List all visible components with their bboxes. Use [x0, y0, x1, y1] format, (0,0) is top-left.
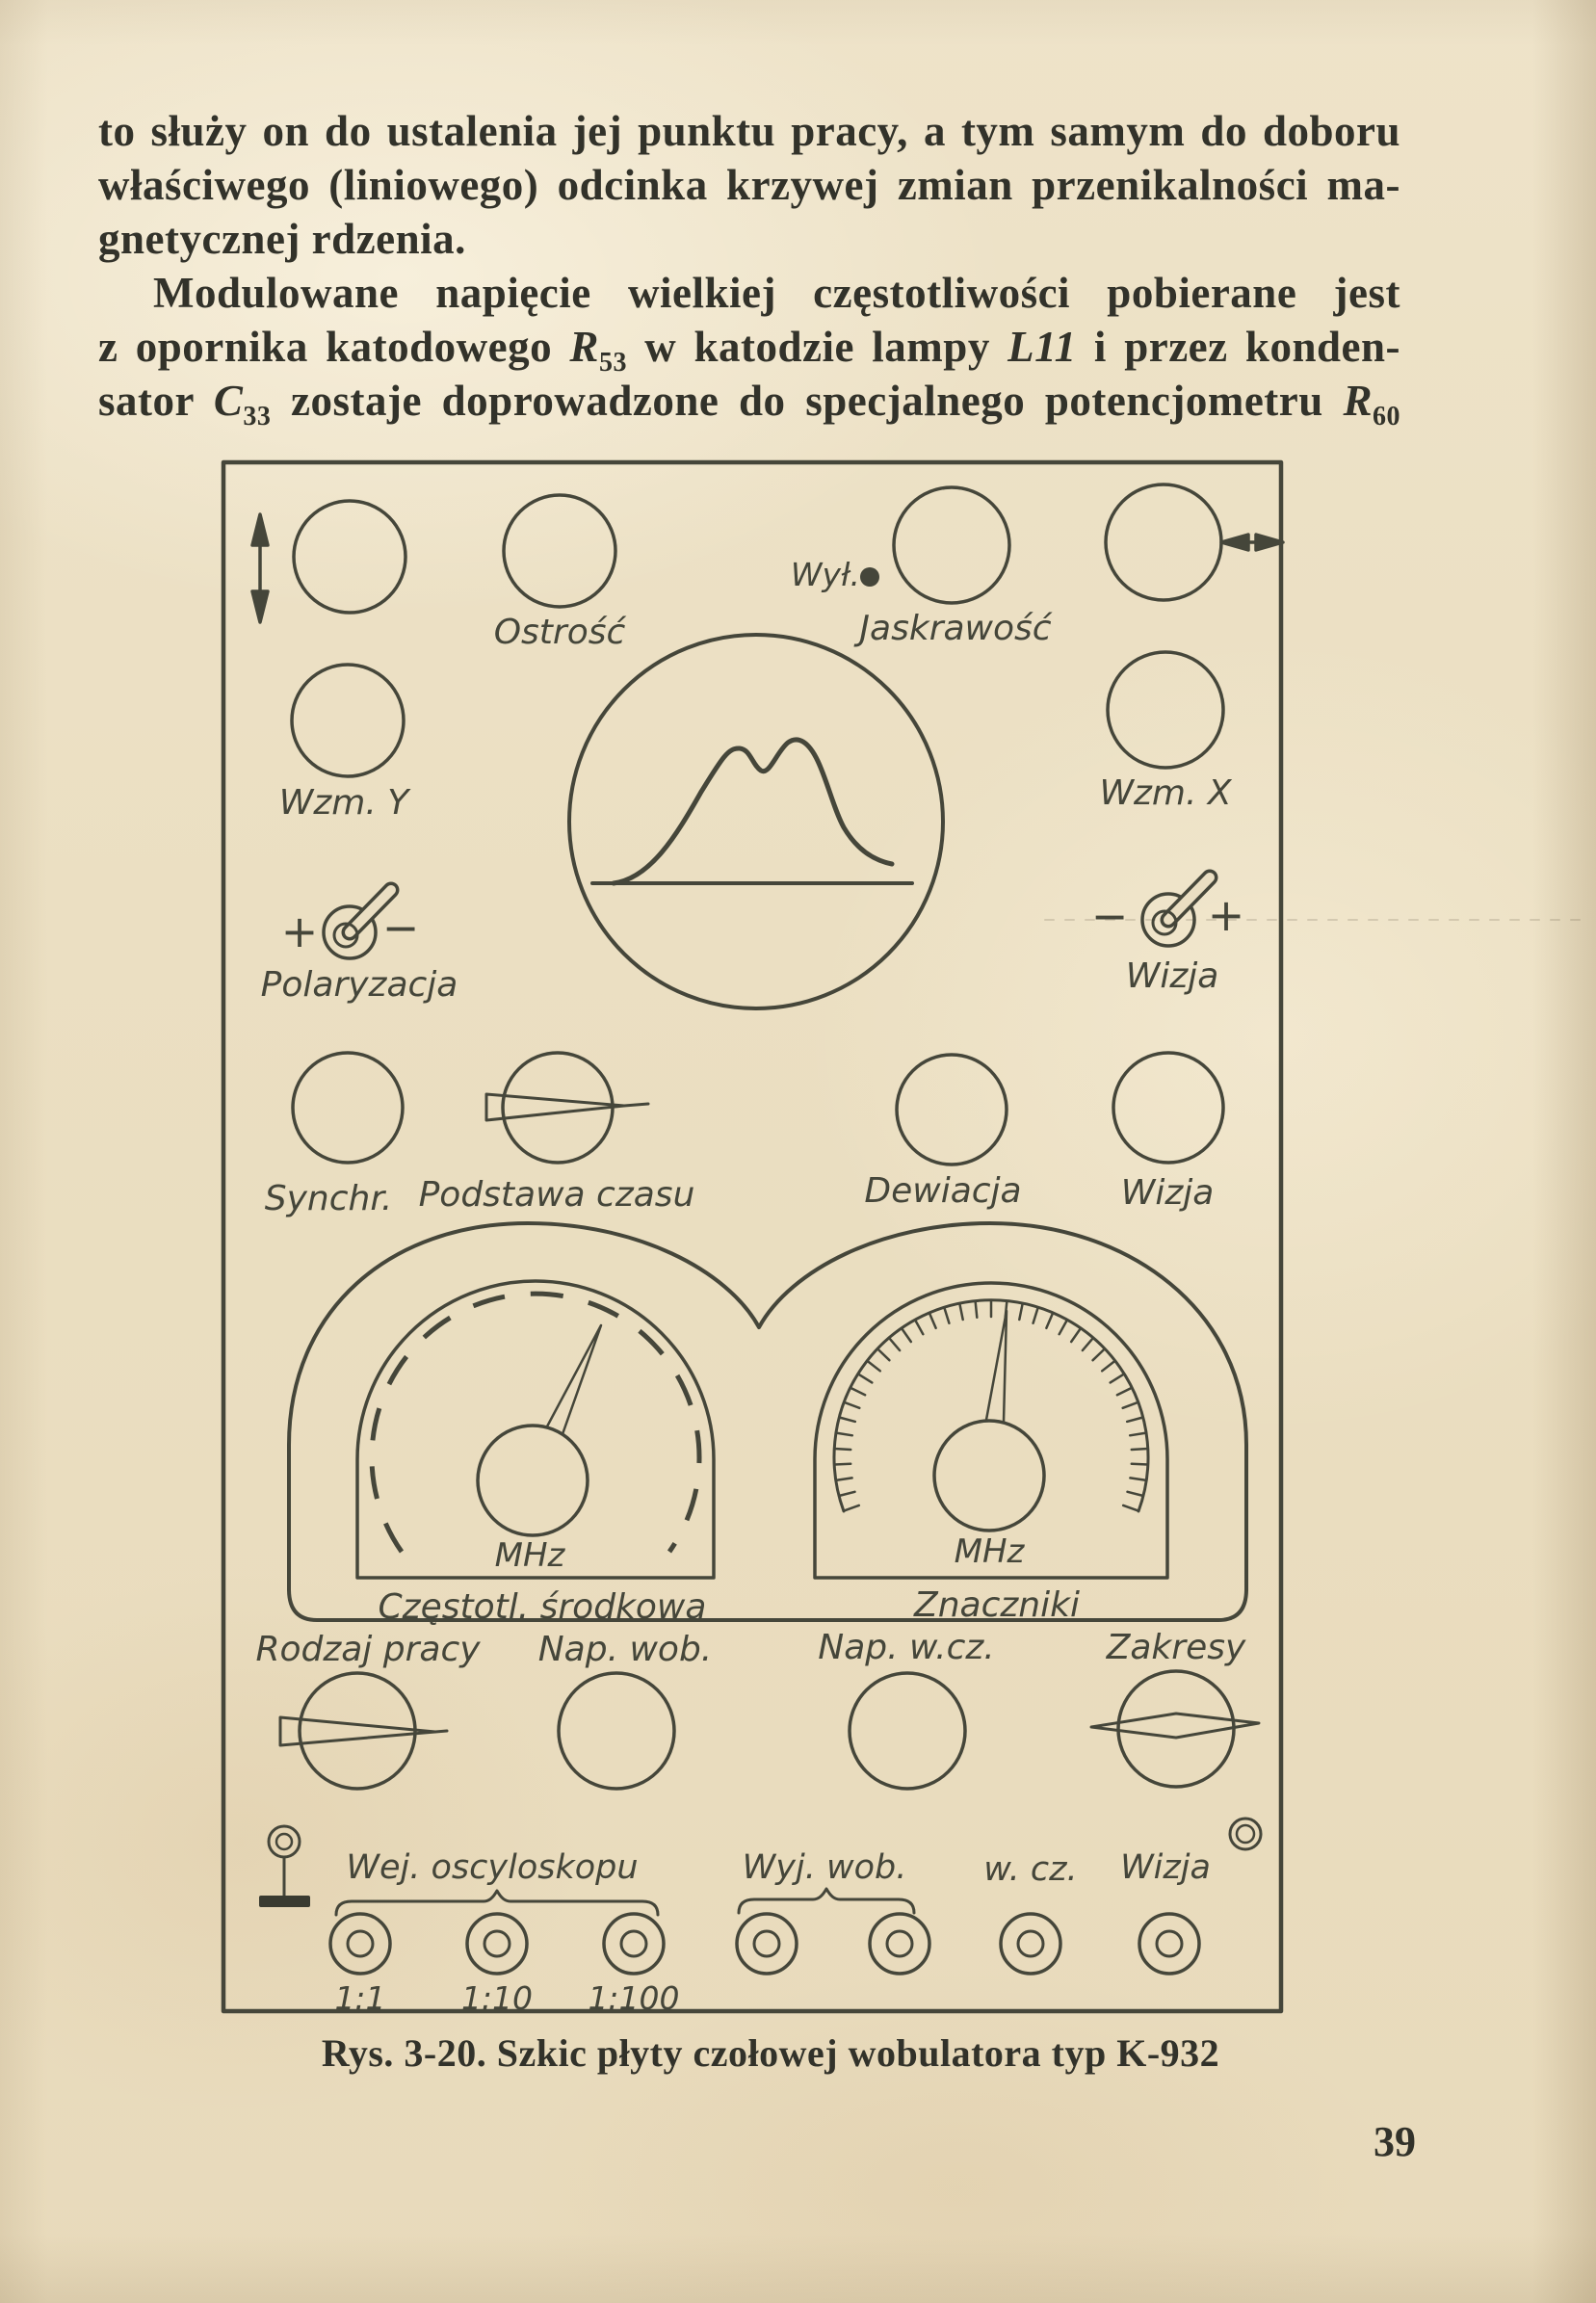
label-wizja-minus: − [1090, 890, 1129, 942]
label-ostrosc: Ostrość [493, 613, 626, 652]
label-ratio-1-100: 1:100 [588, 1979, 680, 2017]
label-polaryzacja-minus: − [381, 902, 420, 954]
knob-wizja-mid [1113, 1053, 1223, 1163]
crt-response-curve [614, 740, 892, 883]
panel-screw-icon [1230, 1819, 1261, 1849]
figure-caption: Rys. 3-20. Szkic płyty czołowej wobulatora typ K-932 [321, 2031, 1220, 2075]
label-wyj-wob: Wyj. wob. [742, 1848, 907, 1887]
label-podstawa-czasu: Podstawa czasu [418, 1175, 695, 1215]
knob-top-right [1106, 484, 1221, 600]
meter-right-hub [934, 1421, 1044, 1531]
podstawa-czasu-pointer [486, 1094, 648, 1120]
label-polaryzacja: Polaryzacja [260, 965, 458, 1005]
knob-zakresy [1118, 1671, 1234, 1787]
label-jaskrawosc: Jaskrawość [859, 609, 1052, 648]
horizontal-shift-arrow-icon [1221, 535, 1283, 550]
ground-terminal-icon [259, 1826, 310, 1907]
knob-wzm-x [1108, 652, 1223, 768]
knob-synchr [293, 1053, 403, 1163]
brace-wej-oscyloskopu [336, 1891, 658, 1915]
knob-wzm-y [292, 665, 404, 776]
paragraph2-line3: sator $C_{33}$ zostaje doprowadzone do specjalnego potencjometru $R_{60}$ [98, 377, 1400, 432]
label-mhz-left: MHz [494, 1536, 565, 1575]
label-czestotl-srodkowa: Częstotl. środkowa [378, 1587, 707, 1627]
label-synchr: Synchr. [264, 1179, 393, 1218]
meter-left-dashed-scale [372, 1294, 699, 1552]
meter-left-hub [478, 1426, 588, 1535]
paragraph2-line2: z opornika katodowego $R_{53}$ w katodzie lampy L11 i przez konden- [98, 323, 1400, 378]
knob-jaskrawosc [894, 487, 1009, 603]
meter-right-needle [986, 1311, 1007, 1422]
label-wyl: Wył. [790, 556, 860, 593]
rodzaj-pracy-pointer [280, 1717, 447, 1745]
label-znaczniki: Znaczniki [914, 1585, 1080, 1625]
knob-top-left [294, 501, 406, 613]
brace-wyj-wob [739, 1889, 914, 1913]
paragraph1-line1: to służy on do ustalenia jej punktu pracy, a tym samym do doboru [98, 107, 1400, 155]
page-number: 39 [1374, 2118, 1416, 2165]
knob-dewiacja [897, 1055, 1007, 1165]
label-wizja-top: Wizja [1125, 956, 1219, 996]
label-nap-wob: Nap. wob. [537, 1630, 713, 1669]
label-ratio-1-1: 1:1 [334, 1979, 386, 2017]
knob-nap-wcz [850, 1673, 965, 1789]
label-wizja-mid: Wizja [1120, 1173, 1215, 1213]
knob-nap-wob [559, 1673, 674, 1789]
jack-sockets [330, 1914, 1199, 1974]
meter-right-scale-ticks [834, 1300, 1148, 1511]
label-wizja-bottom: Wizja [1120, 1848, 1211, 1887]
meter-double-arch-outline [289, 1223, 1246, 1620]
meter-left-window [357, 1281, 714, 1578]
knob-rodzaj-pracy [300, 1673, 415, 1789]
label-wizja-plus: + [1207, 889, 1245, 941]
crt-screen [569, 635, 943, 1008]
panel-border [223, 462, 1281, 2011]
label-rodzaj-pracy: Rodzaj pracy [255, 1630, 481, 1669]
vertical-shift-arrow-icon [252, 514, 268, 622]
meter-right-scale-arc [834, 1300, 1148, 1511]
label-w-cz: w. cz. [983, 1850, 1078, 1889]
label-zakresy: Zakresy [1106, 1628, 1246, 1667]
label-wej-oscyloskopu: Wej. oscyloskopu [346, 1848, 639, 1887]
paragraph1-line3: gnetycznej rdzenia. [98, 215, 466, 263]
label-nap-wcz: Nap. w.cz. [818, 1628, 995, 1667]
polaryzacja-toggle [324, 890, 391, 958]
knob-ostrosc [504, 495, 615, 607]
label-polaryzacja-plus: + [280, 905, 319, 957]
paragraph1-line2: właściwego (liniowego) odcinka krzywej zmian przenikalności ma- [98, 161, 1400, 209]
paragraph2-line1: Modulowane napięcie wielkiej częstotliwości pobierane jest [153, 269, 1400, 317]
label-ratio-1-10: 1:10 [460, 1979, 534, 2017]
label-wzm-y: Wzm. Y [278, 783, 409, 823]
label-mhz-right: MHz [954, 1532, 1025, 1571]
label-wzm-x: Wzm. X [1099, 773, 1232, 813]
wizja-toggle [1142, 877, 1210, 946]
label-dewiacja: Dewiacja [864, 1171, 1022, 1211]
meter-left-needle [547, 1325, 601, 1434]
power-off-dot [860, 567, 879, 587]
